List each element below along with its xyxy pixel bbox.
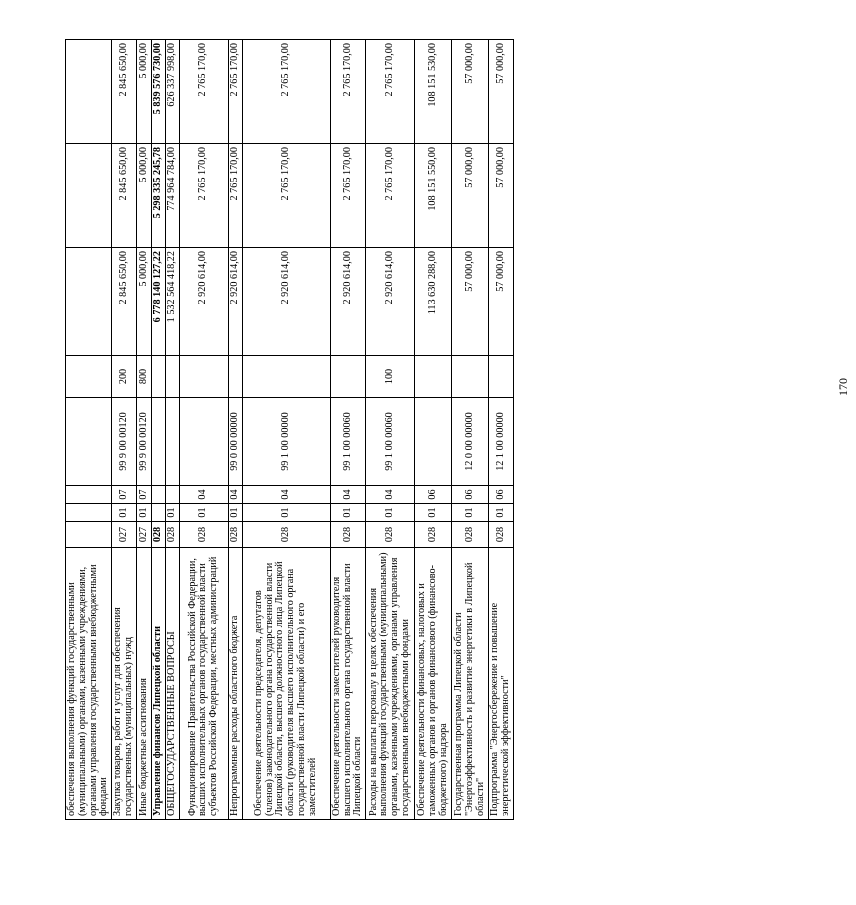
- row-section-cell: [66, 504, 112, 522]
- row-amount-year1-cell: 2 920 614,00: [242, 248, 330, 356]
- row-amount-year2-cell: 774 964 784,00: [166, 144, 180, 248]
- row-expense-type-cell: [179, 356, 228, 398]
- table-row: [330, 40, 365, 820]
- row-amount-year3-cell: 626 337 998,00: [166, 40, 180, 144]
- page-number: 170: [836, 378, 850, 396]
- row-amount-year3-cell: 57 000,00: [452, 40, 489, 144]
- row-amount-year3-cell: 2 765 170,00: [242, 40, 330, 144]
- table-row: [415, 40, 452, 820]
- table-row: [152, 40, 166, 820]
- row-amount-year2-cell: 5 298 335 245,78: [152, 144, 166, 248]
- row-grbs-cell: [66, 522, 112, 548]
- row-section-cell: 01: [112, 504, 137, 522]
- row-amount-year3-cell: 108 151 530,00: [415, 40, 452, 144]
- row-target-article-cell: 99 9 00 00120: [112, 398, 137, 486]
- row-target-article-cell: 99 1 00 00000: [242, 398, 330, 486]
- row-target-article-cell: 99 1 00 00060: [366, 398, 415, 486]
- row-section-cell: 01: [366, 504, 415, 522]
- row-section-cell: 01: [228, 504, 242, 522]
- row-target-article-cell: [152, 398, 166, 486]
- row-target-article-cell: [415, 398, 452, 486]
- row-grbs-cell: 028: [242, 522, 330, 548]
- row-amount-year1-cell: 57 000,00: [452, 248, 489, 356]
- row-grbs-cell: 028: [228, 522, 242, 548]
- row-amount-year1-cell: 57 000,00: [489, 248, 514, 356]
- row-amount-year2-cell: 2 765 170,00: [179, 144, 228, 248]
- row-grbs-cell: 028: [452, 522, 489, 548]
- row-name-cell: обеспечения выполнения функций государственными (муниципальными) органами, казенными учреждениями, органами управления государственными внебюджетными фондами: [66, 548, 112, 820]
- row-target-article-cell: [166, 398, 180, 486]
- table-row: [66, 40, 112, 820]
- row-amount-year1-cell: 2 920 614,00: [179, 248, 228, 356]
- row-grbs-cell: 027: [112, 522, 137, 548]
- row-expense-type-cell: [228, 356, 242, 398]
- row-subsection-cell: [166, 486, 180, 504]
- row-amount-year2-cell: 2 765 170,00: [228, 144, 242, 248]
- row-expense-type-cell: 100: [366, 356, 415, 398]
- row-amount-year2-cell: 108 151 550,00: [415, 144, 452, 248]
- row-amount-year3-cell: [66, 40, 112, 144]
- row-section-cell: 01: [415, 504, 452, 522]
- row-amount-year3-cell: 57 000,00: [489, 40, 514, 144]
- row-amount-year1-cell: 2 845 650,00: [112, 248, 137, 356]
- row-name-cell: Закупка товаров, работ и услуг для обеспечения государственных (муниципальных) нужд: [112, 548, 137, 820]
- budget-table-page: [65, 40, 512, 820]
- row-expense-type-cell: [415, 356, 452, 398]
- row-target-article-cell: 12 0 00 00000: [452, 398, 489, 486]
- budget-table: [65, 39, 514, 820]
- row-section-cell: 01: [242, 504, 330, 522]
- row-amount-year3-cell: 5 839 576 730,00: [152, 40, 166, 144]
- table-row: [489, 40, 514, 820]
- row-amount-year2-cell: 2 765 170,00: [330, 144, 365, 248]
- row-grbs-cell: 028: [489, 522, 514, 548]
- row-grbs-cell: 028: [366, 522, 415, 548]
- row-expense-type-cell: [489, 356, 514, 398]
- row-amount-year1-cell: 5 000,00: [137, 248, 152, 356]
- row-amount-year1-cell: [66, 248, 112, 356]
- row-target-article-cell: [179, 398, 228, 486]
- row-name-cell: Управление финансов Липецкой области: [152, 548, 166, 820]
- table-row: [242, 40, 330, 820]
- row-subsection-cell: 06: [415, 486, 452, 504]
- row-amount-year3-cell: 2 765 170,00: [366, 40, 415, 144]
- row-target-article-cell: 99 9 00 00120: [137, 398, 152, 486]
- row-grbs-cell: 028: [152, 522, 166, 548]
- row-amount-year1-cell: 113 630 288,00: [415, 248, 452, 356]
- row-grbs-cell: 027: [137, 522, 152, 548]
- row-section-cell: 01: [489, 504, 514, 522]
- row-subsection-cell: 06: [452, 486, 489, 504]
- row-name-cell: Подпрограмма "Энергосбережение и повышение энергетической эффективности": [489, 548, 514, 820]
- row-expense-type-cell: [452, 356, 489, 398]
- row-name-cell: ОБЩЕГОСУДАРСТВЕННЫЕ ВОПРОСЫ: [166, 548, 180, 820]
- row-subsection-cell: 04: [228, 486, 242, 504]
- row-section-cell: 01: [330, 504, 365, 522]
- row-subsection-cell: [152, 486, 166, 504]
- row-expense-type-cell: 800: [137, 356, 152, 398]
- row-section-cell: 01: [179, 504, 228, 522]
- row-grbs-cell: 028: [415, 522, 452, 548]
- row-name-cell: Расходы на выплаты персоналу в целях обеспечения выполнения функций государственными (муниципальными) органами, казенными учреждениями, органами управления государственными внебюджетными фондами: [366, 548, 415, 820]
- row-amount-year2-cell: 5 000,00: [137, 144, 152, 248]
- table-row: [452, 40, 489, 820]
- row-section-cell: [152, 504, 166, 522]
- row-name-cell: Функционирование Правительства Российской Федерации, высших исполнительных органов государственной власти субъектов Российской Федерации, местных администраций: [179, 548, 228, 820]
- row-subsection-cell: 07: [137, 486, 152, 504]
- row-target-article-cell: 99 1 00 00060: [330, 398, 365, 486]
- table-row: [166, 40, 180, 820]
- row-expense-type-cell: [242, 356, 330, 398]
- row-subsection-cell: 06: [489, 486, 514, 504]
- row-target-article-cell: [66, 398, 112, 486]
- row-amount-year3-cell: 2 765 170,00: [228, 40, 242, 144]
- table-body: [66, 40, 514, 820]
- row-amount-year2-cell: 57 000,00: [489, 144, 514, 248]
- row-amount-year2-cell: 2 845 650,00: [112, 144, 137, 248]
- table-row: [137, 40, 152, 820]
- row-subsection-cell: 04: [179, 486, 228, 504]
- table-row: [179, 40, 228, 820]
- table-row: [366, 40, 415, 820]
- row-name-cell: Государственная программа Липецкой области "Энергоэффективность и развитие энергетики в Липецкой области": [452, 548, 489, 820]
- row-section-cell: 01: [452, 504, 489, 522]
- row-amount-year1-cell: 2 920 614,00: [228, 248, 242, 356]
- row-amount-year1-cell: 2 920 614,00: [366, 248, 415, 356]
- row-target-article-cell: 99 0 00 00000: [228, 398, 242, 486]
- row-grbs-cell: 028: [166, 522, 180, 548]
- row-amount-year3-cell: 5 000,00: [137, 40, 152, 144]
- row-amount-year1-cell: 2 920 614,00: [330, 248, 365, 356]
- row-grbs-cell: 028: [330, 522, 365, 548]
- row-amount-year1-cell: 1 532 564 418,22: [166, 248, 180, 356]
- row-name-cell: Обеспечение деятельности председателя, депутатов (членов) законодательного органа государственной власти Липецкой области, высшего должностного лица Липецкой области (руководителя высшего исполнительного органа государственной власти Липецкой области) и его заместителей: [242, 548, 330, 820]
- row-name-cell: Обеспечение деятельности заместителей руководителя высшего исполнительного органа государственной власти Липецкой области: [330, 548, 365, 820]
- row-amount-year3-cell: 2 845 650,00: [112, 40, 137, 144]
- table-row: [228, 40, 242, 820]
- row-subsection-cell: 04: [242, 486, 330, 504]
- row-amount-year1-cell: 6 778 140 127,22: [152, 248, 166, 356]
- row-expense-type-cell: [330, 356, 365, 398]
- row-amount-year2-cell: 2 765 170,00: [366, 144, 415, 248]
- row-expense-type-cell: [152, 356, 166, 398]
- row-amount-year2-cell: [66, 144, 112, 248]
- row-expense-type-cell: [166, 356, 180, 398]
- row-target-article-cell: 12 1 00 00000: [489, 398, 514, 486]
- row-section-cell: 01: [137, 504, 152, 522]
- row-name-cell: Непрограммные расходы областного бюджета: [228, 548, 242, 820]
- row-subsection-cell: 04: [366, 486, 415, 504]
- row-expense-type-cell: [66, 356, 112, 398]
- row-name-cell: Обеспечение деятельности финансовых, налоговых и таможенных органов и органов финансового (финансово-бюджетного) надзора: [415, 548, 452, 820]
- row-amount-year3-cell: 2 765 170,00: [330, 40, 365, 144]
- row-amount-year2-cell: 57 000,00: [452, 144, 489, 248]
- row-grbs-cell: 028: [179, 522, 228, 548]
- row-section-cell: 01: [166, 504, 180, 522]
- row-amount-year2-cell: 2 765 170,00: [242, 144, 330, 248]
- table-row: [112, 40, 137, 820]
- row-subsection-cell: 04: [330, 486, 365, 504]
- row-subsection-cell: [66, 486, 112, 504]
- row-subsection-cell: 07: [112, 486, 137, 504]
- row-amount-year3-cell: 2 765 170,00: [179, 40, 228, 144]
- row-name-cell: Иные бюджетные ассигнования: [137, 548, 152, 820]
- row-expense-type-cell: 200: [112, 356, 137, 398]
